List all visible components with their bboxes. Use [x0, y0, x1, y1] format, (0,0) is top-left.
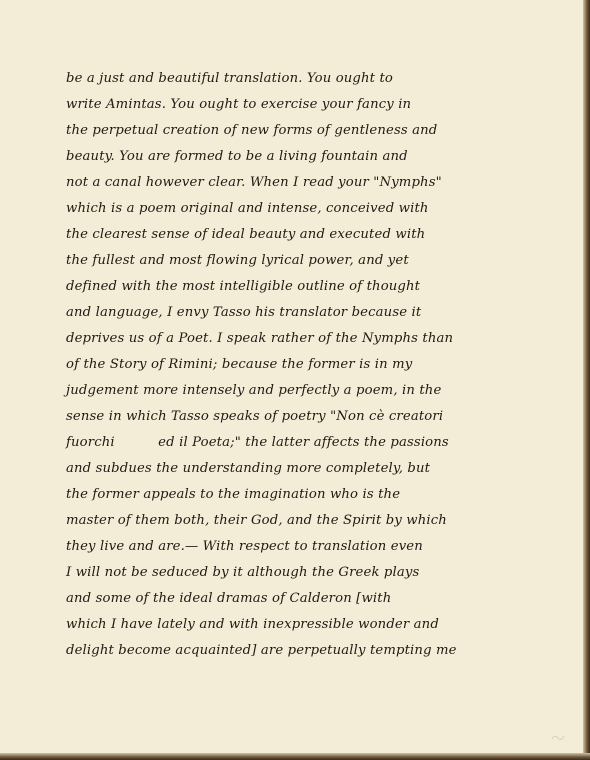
text-line-4: beauty. You are formed to be a living fountain and — [66, 149, 408, 164]
text-line-6: which is a poem original and intense, conceived with — [66, 201, 429, 216]
text-line-14: sense in which Tasso speaks of poetry "Non cè creatori — [66, 409, 444, 424]
text-line-16: and subdues the understanding more completely, but — [66, 461, 431, 476]
text-line-13: judgement more intensely and perfectly a poem, in the — [66, 383, 442, 398]
text-line-11: deprives us of a Poet. I speak rather of the Nymphs than — [66, 331, 454, 346]
text-line-23: delight become acquainted] are perpetually tempting me — [66, 643, 457, 658]
text-line-15: fuorchi ed il Poeta;" the latter affects the passions — [66, 435, 449, 450]
text-line-20: I will not be seduced by it although the Greek plays — [66, 565, 420, 580]
text-line-17: the former appeals to the imagination who is the — [66, 487, 401, 502]
text-line-12: of the Story of Rimini; because the former is in my — [66, 357, 413, 372]
text-line-5: not a canal however clear. When I read your "Nymphs" — [66, 175, 442, 190]
text-line-9: defined with the most intelligible outline of thought — [66, 279, 421, 294]
letter-text-block — [66, 66, 566, 664]
text-line-18: master of them both, their God, and the Spirit by which — [66, 513, 447, 528]
text-line-21: and some of the ideal dramas of Calderon [with — [66, 591, 392, 606]
text-line-2: write Amintas. You ought to exercise your fancy in — [66, 97, 412, 112]
text-line-3: the perpetual creation of new forms of gentleness and — [66, 123, 438, 138]
text-line-8: the fullest and most flowing lyrical power, and yet — [66, 253, 409, 268]
text-line-10: and language, I envy Tasso his translator because it — [66, 305, 422, 320]
book-edge-bottom — [0, 753, 590, 760]
text-line-1: be a just and beautiful translation. You ought to — [66, 71, 393, 86]
text-line-22: which I have lately and with inexpressible wonder and — [66, 617, 439, 632]
faint-page-mark — [551, 733, 565, 741]
text-line-19: they live and are.— With respect to translation even — [66, 539, 423, 554]
text-line-7: the clearest sense of ideal beauty and executed with — [66, 227, 426, 242]
book-edge-right — [583, 0, 590, 760]
